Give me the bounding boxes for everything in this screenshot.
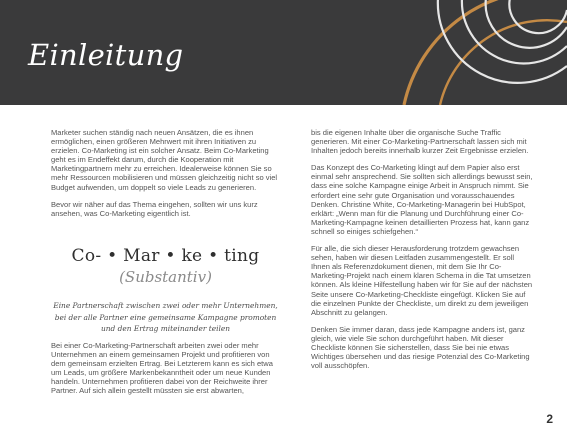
paragraph: Bei einer Co-Marketing-Partnerschaft arbeiten zwei oder mehr Unternehmen an einem gemeinsamen Projekt und profitieren von dem gemeinsam erzielten Ertrag. Bei Letzterem kann es sich etwa um Leads, um größere Markenbekanntheit oder um neue Kunden handeln. Unternehmen profitieren dabei von der Reichweite ihrer Partner. Auf sich allein gestellt müssten sie erst abwarten, bbox=[51, 341, 273, 396]
arc-white-2 bbox=[462, 0, 567, 63]
paragraph: bis die eigenen Inhalte über die organische Suche Traffic generieren. Mit einer Co-Marketing-Partnerschaft lassen sich mit Inhalten jedoch bereits innerhalb kurzer Zeit Ergebnisse erzielen. bbox=[311, 128, 529, 156]
page-number: 2 bbox=[546, 412, 553, 426]
paragraph: Marketer suchen ständig nach neuen Ansätzen, die es ihnen ermöglichen, einen größeren Mehrwert mit ihren Initiativen zu erzielen. Co-Marketing ist ein solcher Ansatz. Beim Co-Marketing geht es im Endeffekt darum, durch die Kooperation mit Marketingpartnern mehr zu erreichen. Idealerweise können Sie so mehr Ressourcen mobilisieren und müssen gleichzeitig nicht so viel Budget aufwenden, um doppelt so viele Leads zu generieren. bbox=[51, 128, 278, 192]
definition-word: Co- • Mar • ke • ting bbox=[71, 246, 260, 266]
left-column-bottom bbox=[51, 341, 280, 404]
arc-white-3 bbox=[486, 0, 567, 48]
paragraph: Das Konzept des Co-Marketing klingt auf dem Papier also erst einmal sehr ansprechend. Sie sollten sich allerdings bewusst sein, dass eine solche Kampagne einige Arbeit in Anspruch nimmt. Sie erfordert eine sehr gute Organisation und vorausschauendes Denken. Christine White, Co-Marketing-Managerin bei HubSpot, erklärt: „Wenn man für die Planung und Durchführung einer Co-Marketing-Kampagne keinen detaillierten Prozess hat, kann ganz schnell so einiges schiefgehen.“ bbox=[311, 163, 533, 236]
paragraph: Denken Sie immer daran, dass jede Kampagne anders ist, ganz gleich, wie viele Sie schon durchgeführt haben. Mit dieser Checkliste können Sie sicherstellen, dass Sie bei nie etwas Wichtiges übersehen und das riesige Potenzial des Co-Marketing voll ausschöpfen. bbox=[311, 324, 530, 371]
paragraph: Für alle, die sich dieser Herausforderung trotzdem gewachsen sehen, haben wir diesen Leitfaden zusammengestellt. Er soll Ihnen als Referenzdokument dienen, mit dem Sie Ihr Co-Marketing-Projekt nach einem klaren Schema in die Tat umsetzen können. Als kleine Hilfestellung haben wir für Sie auf der nächsten Seite unsere Co-Marketing-Checkliste eingefügt. Klicken Sie auf die einzelnen Punkte der Checkliste, um direkt zu dem jeweiligen Abschnitt zu gelangen. bbox=[311, 244, 533, 317]
arc-inner-gold bbox=[440, 20, 567, 105]
arc-white-4 bbox=[509, 0, 567, 33]
header-banner bbox=[0, 0, 567, 105]
page-title: Einleitung bbox=[28, 38, 184, 72]
definition-headword-block bbox=[51, 246, 280, 286]
arc-outer-gold bbox=[404, 0, 567, 105]
arc-white-1 bbox=[438, 0, 567, 83]
definition-text: Eine Partnerschaft zwischen zwei oder mehr Unternehmen, bei der alle Partner eine gemeinsame Kampagne promoten und den Ertrag miteinander teilen bbox=[53, 301, 278, 333]
left-column-top bbox=[51, 128, 280, 226]
definition-part-of-speech: (Substantiv) bbox=[119, 268, 212, 286]
right-column bbox=[311, 128, 533, 378]
paragraph: Bevor wir näher auf das Thema eingehen, sollten wir uns kurz ansehen, was Co-Marketing eigentlich ist. bbox=[51, 199, 258, 218]
